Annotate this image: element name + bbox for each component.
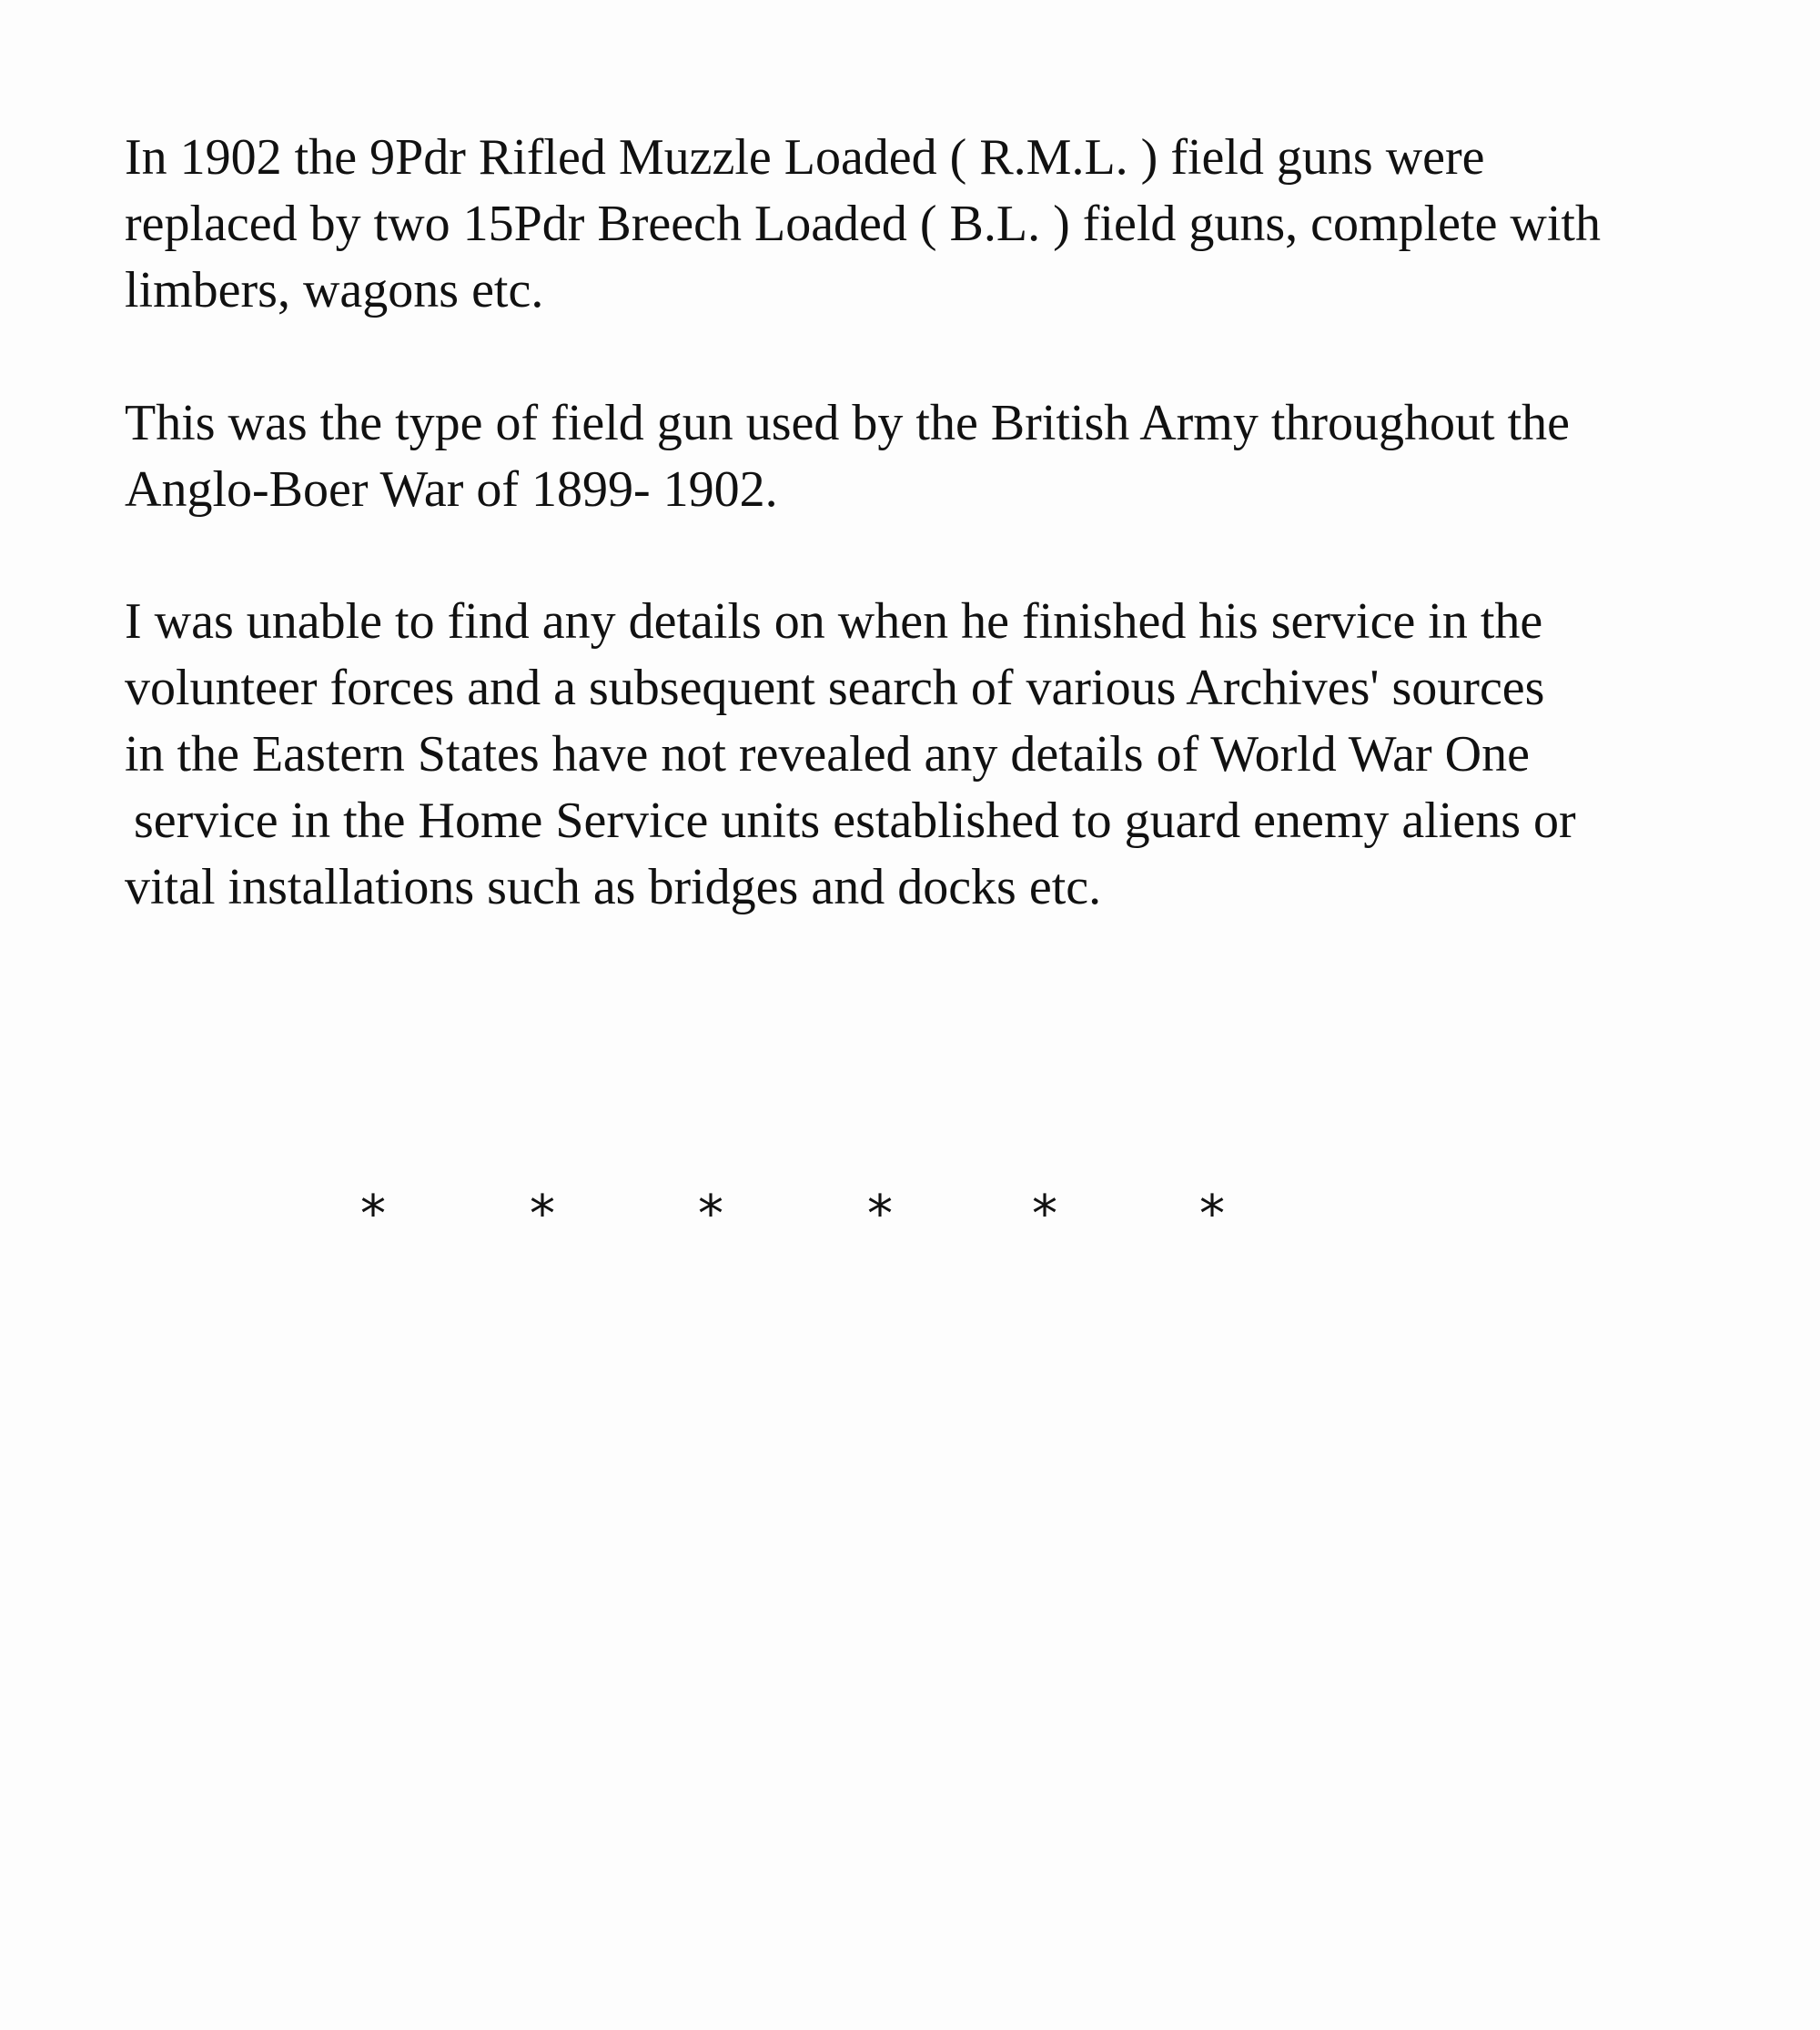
section-separator — [0, 1178, 1820, 1251]
paragraph-field-guns — [125, 125, 1763, 324]
asterisk-divider-mark: * — [698, 1185, 723, 1244]
text-line: vital installations such as bridges and docks etc. — [125, 859, 1102, 915]
text-line: Anglo-Boer War of 1899- 1902. — [125, 461, 778, 518]
text-line: service in the Home Service units established to guard enemy aliens or — [134, 793, 1576, 849]
asterisk-divider-mark: * — [1199, 1185, 1225, 1244]
text-line: replaced by two 15Pdr Breech Loaded ( B.L. ) field guns, complete with — [125, 196, 1601, 252]
text-line: In 1902 the 9Pdr Rifled Muzzle Loaded ( R.M.L. ) field guns were — [125, 129, 1485, 186]
paragraph-boer-war — [125, 390, 1763, 523]
paragraph-service-search — [125, 589, 1763, 921]
asterisk-divider-mark: * — [867, 1185, 893, 1244]
asterisk-divider-mark: * — [1032, 1185, 1057, 1244]
asterisk-divider-mark: * — [530, 1185, 555, 1244]
asterisk-divider-mark: * — [360, 1185, 386, 1244]
text-line: in the Eastern States have not revealed any details of World War One — [125, 726, 1530, 783]
text-line: This was the type of field gun used by the British Army throughout the — [125, 395, 1571, 451]
text-line: limbers, wagons etc. — [125, 262, 544, 318]
text-line: volunteer forces and a subsequent search of various Archives' sources — [125, 660, 1545, 716]
text-line: I was unable to find any details on when he finished his service in the — [125, 593, 1543, 650]
